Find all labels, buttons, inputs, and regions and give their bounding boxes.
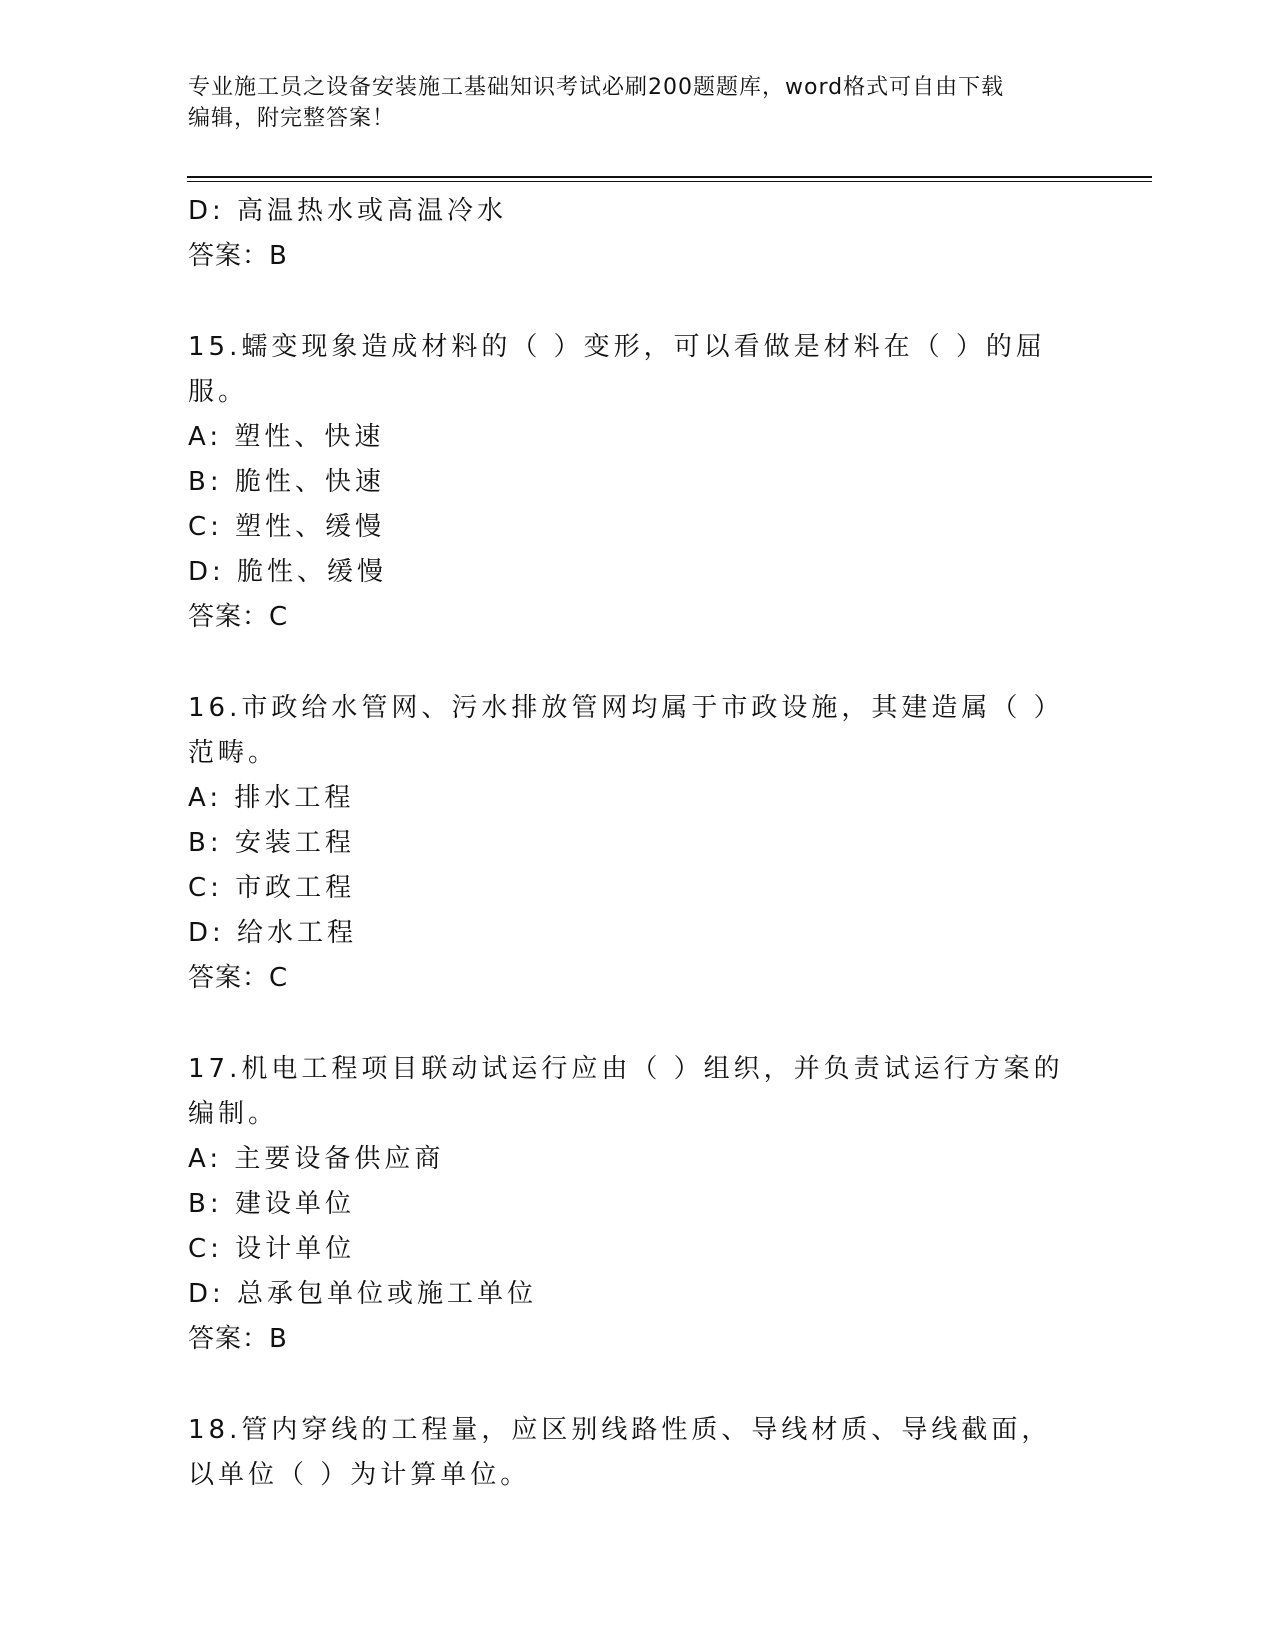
option-d: D: 总承包单位或施工单位 — [188, 1279, 538, 1309]
document-body — [188, 189, 1068, 1498]
spacer — [188, 640, 1068, 686]
question-17 — [188, 1047, 1068, 1362]
header-divider-thick — [187, 176, 1152, 178]
header-line-2: 编辑，附完整答案！ — [188, 106, 396, 131]
prev-answer: 答案：B — [188, 241, 288, 271]
question-stem: 17.机电工程项目联动试运行应由（ ）组织，并负责试运行方案的编制。 — [188, 1054, 1064, 1129]
option-d: D: 给水工程 — [188, 918, 358, 948]
answer: 答案：B — [188, 1324, 288, 1354]
document-header — [188, 72, 1068, 134]
question-stem: 16.市政给水管网、污水排放管网均属于市政设施，其建造属（ ）范畴。 — [188, 693, 1064, 768]
question-15 — [188, 325, 1068, 640]
option-b: B: 安装工程 — [188, 828, 355, 858]
option-b: B: 建设单位 — [188, 1189, 355, 1219]
option-c: C: 塑性、缓慢 — [188, 512, 386, 542]
answer: 答案：C — [188, 602, 289, 632]
spacer — [188, 279, 1068, 325]
answer: 答案：C — [188, 963, 289, 993]
option-b: B: 脆性、快速 — [188, 467, 385, 497]
option-c: C: 设计单位 — [188, 1234, 356, 1264]
option-a: A: 主要设备供应商 — [188, 1144, 445, 1174]
spacer — [188, 1362, 1068, 1408]
question-stem: 15.蠕变现象造成材料的（ ）变形，可以看做是材料在（ ）的屈服。 — [188, 332, 1046, 407]
option-d: D: 脆性、缓慢 — [188, 557, 388, 587]
option-a: A: 排水工程 — [188, 783, 355, 813]
option-c: C: 市政工程 — [188, 873, 356, 903]
header-divider-thin — [187, 181, 1152, 182]
prev-option-d: D: 高温热水或高温冷水 — [188, 196, 508, 226]
question-stem: 18.管内穿线的工程量，应区别线路性质、导线材质、导线截面，以单位（ ）为计算单位。 — [188, 1415, 1052, 1490]
spacer — [188, 1001, 1068, 1047]
option-a: A: 塑性、快速 — [188, 422, 385, 452]
header-line-1: 专业施工员之设备安装施工基础知识考试必刷200题题库，word格式可自由下载 — [188, 75, 1005, 100]
question-16 — [188, 686, 1068, 1001]
question-18 — [188, 1408, 1068, 1498]
